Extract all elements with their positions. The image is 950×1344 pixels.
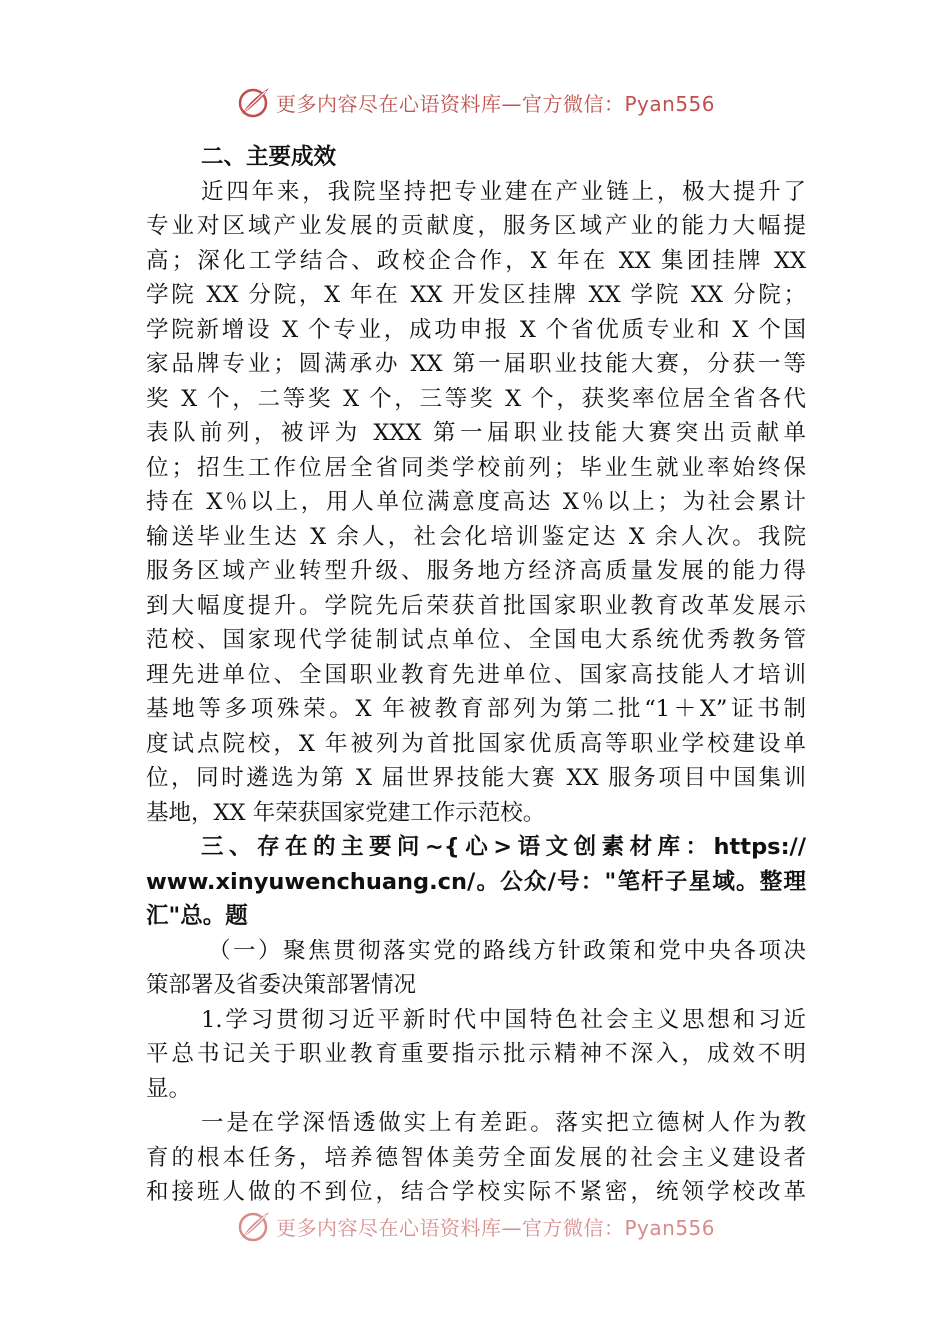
document-body — [146, 140, 806, 1210]
text-line: 位，同时遴选为第 X 届世界技能大赛 XX 服务项目中国集训 — [146, 765, 806, 791]
text-line: 平总书记关于职业教育重要指示批示精神不深入，成效不明 — [146, 1041, 806, 1067]
watermark-footer — [236, 1208, 715, 1244]
text-line: 1.学习贯彻习近平新时代中国特色社会主义思想和习近 — [201, 1006, 806, 1033]
text-line: 持在 X％以上，用人单位满意度高达 X％以上；为社会累计 — [146, 489, 806, 515]
text-line: 近四年来，我院坚持把专业建在产业链上，极大提升了 — [201, 178, 806, 205]
text-line: 显。 — [146, 1075, 192, 1102]
text-line: 服务区域产业转型升级、服务地方经济高质量发展的能力得 — [146, 558, 806, 584]
watermark-text: 更多内容尽在心语资料库—官方微信：Pyan556 — [276, 91, 716, 116]
text-line: 专业对区域产业发展的贡献度，服务区域产业的能力大幅提 — [146, 213, 806, 239]
text-line: 到大幅度提升。学院先后荣获首批国家职业教育改革发展示 — [146, 592, 806, 619]
quill-seal-icon — [236, 84, 272, 120]
text-line: 基地等多项殊荣。X 年被教育部列为第二批“1＋X”证书制 — [146, 696, 806, 722]
text-line: 学院 XX 分院，X 年在 XX 开发区挂牌 XX 学院 XX 分院； — [146, 282, 806, 308]
text-line: www.xinyuwenchuang.cn/。公众/号："笔杆子星域。整理 — [146, 868, 806, 895]
text-line: 二、主要成效 — [201, 144, 337, 170]
text-line: 高；深化工学结合、政校企合作，X 年在 XX 集团挂牌 XX — [146, 247, 806, 274]
text-line: 范校、国家现代学徒制试点单位、全国电大系统优秀教务管 — [146, 627, 806, 653]
text-line: 基地，XX 年荣获国家党建工作示范校。 — [146, 799, 546, 826]
text-line: 输送毕业生达 X 余人，社会化培训鉴定达 X 余人次。我院 — [146, 523, 806, 550]
text-line: 汇"总。题 — [146, 903, 248, 929]
text-line: 学院新增设 X 个专业，成功申报 X 个省优质专业和 X 个国 — [146, 316, 806, 343]
watermark-header — [236, 84, 715, 120]
text-line: 一是在学深悟透做实上有差距。落实把立德树人作为教 — [201, 1110, 806, 1136]
text-line: （一）聚焦贯彻落实党的路线方针政策和党中央各项决 — [208, 937, 806, 964]
text-line: 和接班人做的不到位，结合学校实际不紧密，统领学校改革 — [146, 1179, 806, 1205]
text-line: 位；招生工作位居全省同类学校前列；毕业生就业率始终保 — [146, 454, 806, 481]
quill-seal-icon — [236, 1208, 272, 1244]
text-line: 奖 X 个，二等奖 X 个，三等奖 X 个，获奖率位居全省各代 — [146, 385, 806, 412]
watermark-text: 更多内容尽在心语资料库—官方微信：Pyan556 — [276, 1215, 716, 1240]
text-line: 家品牌专业；圆满承办 XX 第一届职业技能大赛，分获一等 — [146, 351, 806, 377]
text-line: 理先进单位、全国职业教育先进单位、国家高技能人才培训 — [146, 661, 806, 688]
text-line: 表队前列，被评为 XXX 第一届职业技能大赛突出贡献单 — [146, 420, 806, 446]
text-line: 策部署及省委决策部署情况 — [146, 972, 417, 998]
text-line: 度试点院校，X 年被列为首批国家优质高等职业学校建设单 — [146, 730, 806, 757]
text-line: 三、存在的主要问~{心>语文创素材库：https:// — [201, 834, 806, 860]
text-line: 育的根本任务，培养德智体美劳全面发展的社会主义建设者 — [146, 1144, 806, 1171]
